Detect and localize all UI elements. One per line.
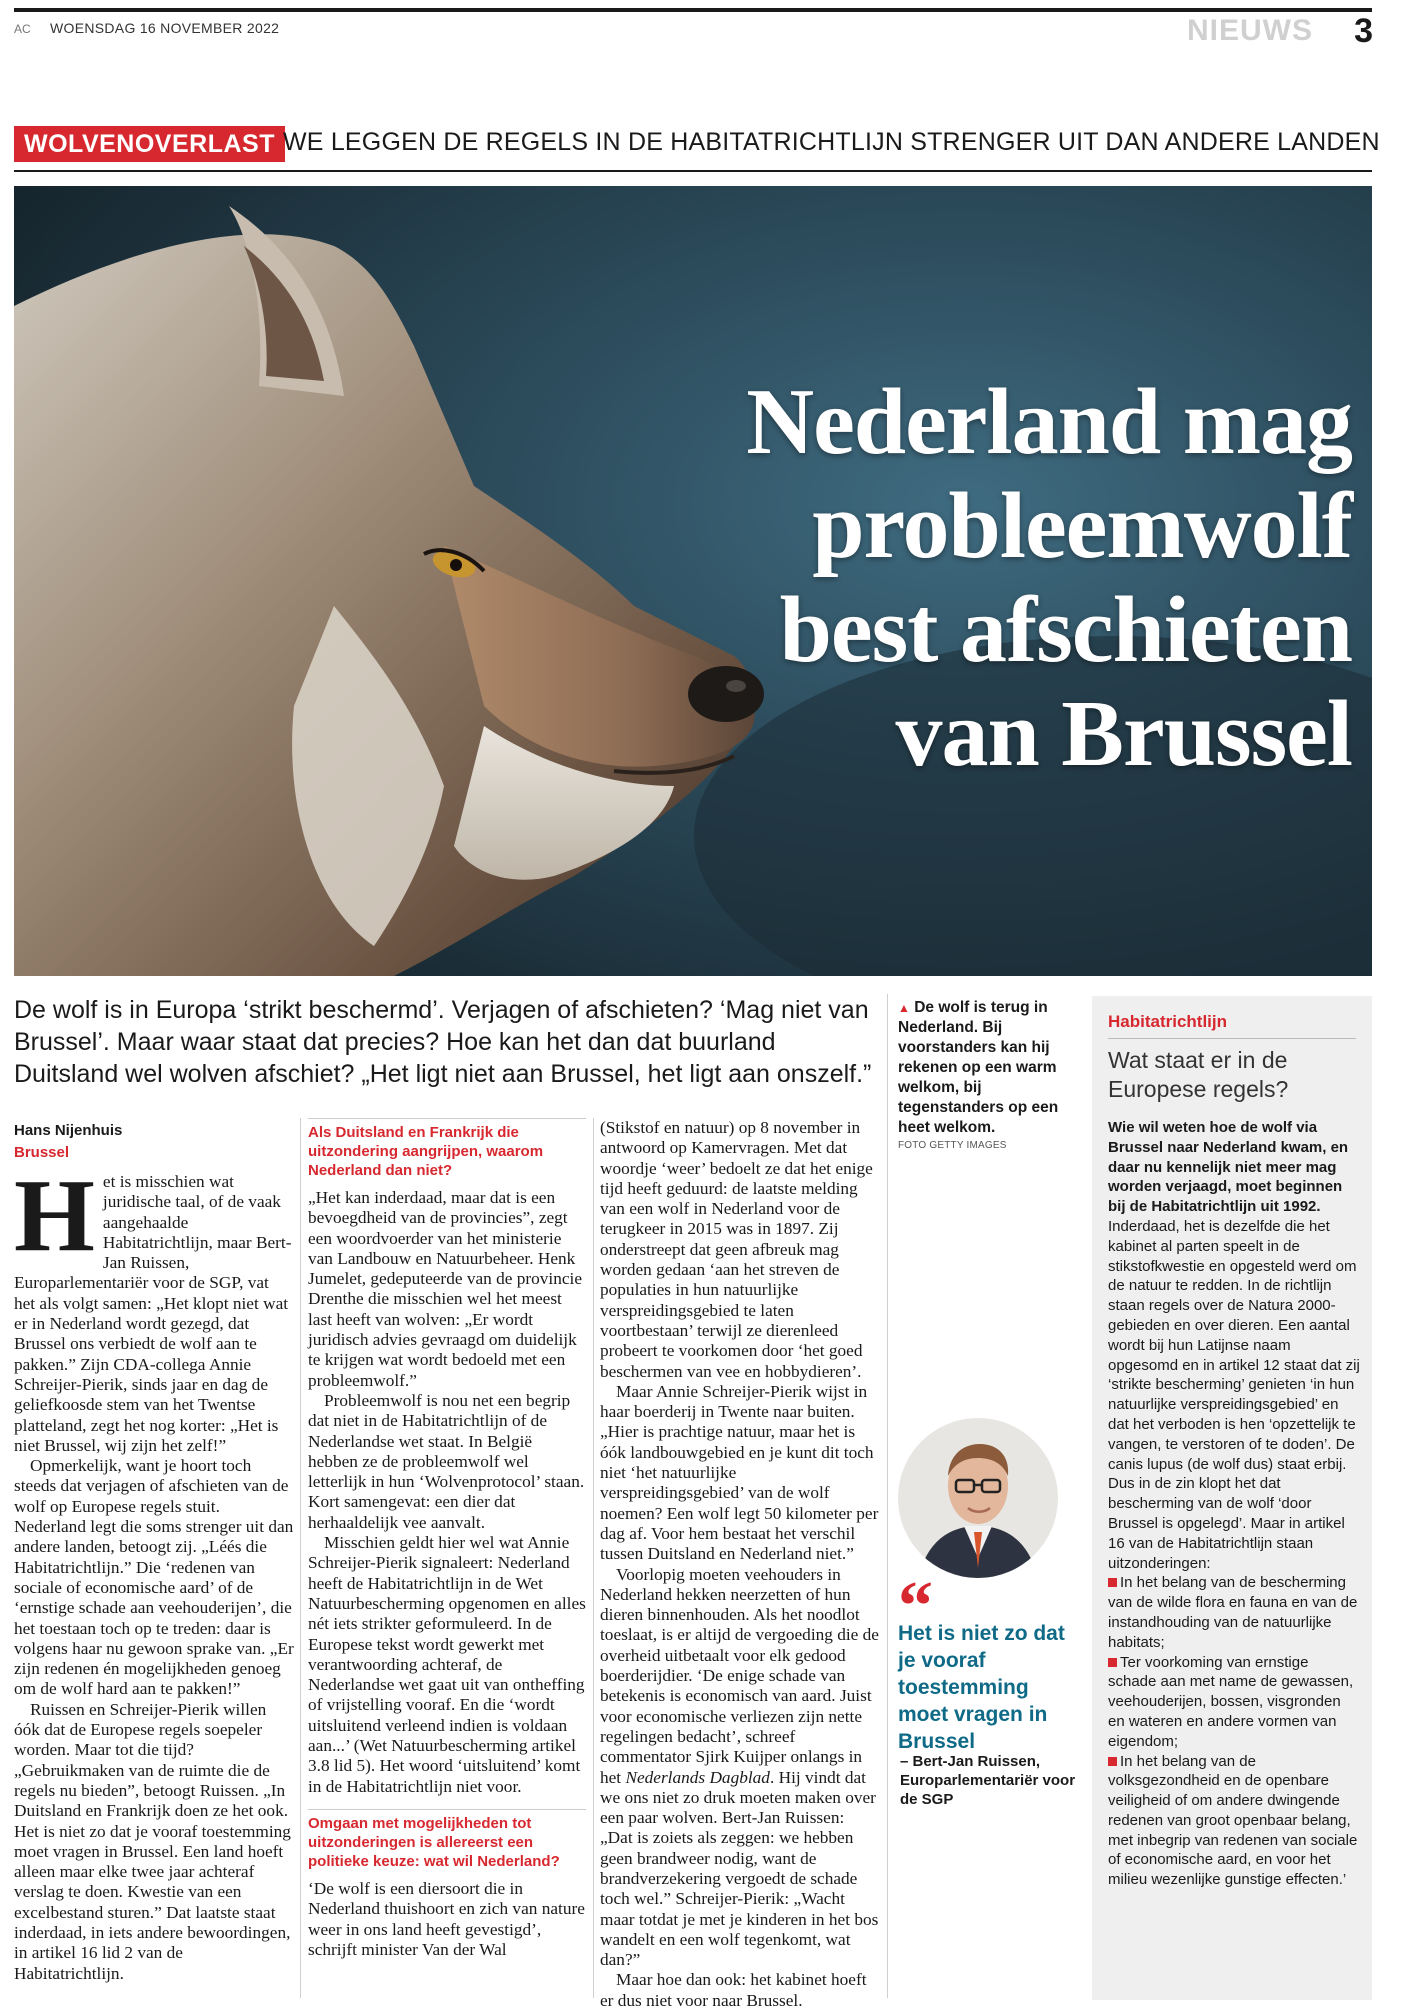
quote-attribution: – Bert-Jan Ruissen, Europarlementariër voor de SGP (900, 1753, 1076, 1808)
triangle-up-icon: ▲ (898, 1001, 910, 1015)
headline-line-3: best afschieten (779, 578, 1352, 682)
photo-caption (898, 998, 1078, 1138)
intro-paragraph: De wolf is in Europa ‘strikt beschermd’. Verjagen of afschieten? ‘Mag niet van Brussel’. Maar waar staat dat precies? Hoe kan het dan dat buurland Duitsland wel wolven afschiet? „Het ligt niet aan Brussel, het ligt aan onszelf.” (14, 996, 872, 1088)
body-paragraph (600, 1565, 880, 1971)
bullet-square-icon (1108, 1757, 1117, 1766)
sidebar-rule (1108, 1038, 1356, 1039)
top-rule (14, 8, 1372, 12)
column-rule (887, 994, 888, 1998)
body-text: Voorlopig moeten veehouders in Nederland hekken neerzetten of hun dieren binnenhouden. Als het noodlot toeslaat, is er altijd de vergoeding die de overheid uitbetaalt voor elk gedood boerderijdier. ‘De enige schade van betekenis is economisch van aard. Juist voor economische verliezen zijn nette regelingen bedacht’, schreef commentator Sjirk Kuijper onlangs in het (600, 1564, 879, 1787)
sidebar-bullet (1108, 1573, 1360, 1652)
body-paragraph: (Stikstof en natuur) op 8 november in antwoord op Kamervragen. Met dat woordje ‘weer’ bedoelt ze dat het enige tijd heeft geduurd: de laatste melding van een wolf in Nederland voor de terugkeer in 2015 was in 1897. Zij onderstreept dat geen afbreuk mag worden gedaan ‘aan het streven de populaties in hun natuurlijke verspreidingsgebied te laten voortbestaan’ terwijl ze dierenleed probeert te voorkomen door ‘het goed beschermen van vee en hobbydieren’. (600, 1118, 873, 1381)
article-column-1 (14, 1158, 294, 1984)
page-number: 3 (1354, 12, 1373, 50)
bullet-text: Ter voorkoming van ernstige schade aan met name de gewassen, veehouderijen, bossen, visgronden en wateren en andere vormen van eigendom; (1108, 1653, 1354, 1750)
sidebar-lead: Wie wil weten hoe de wolf via Brussel naar Nederland kwam, en daar nu kennelijk niet meer mag worden verjaagd, moet beginnen bij de Habitatrichtlijn uit 1992. (1108, 1119, 1349, 1216)
subheading: Als Duitsland en Frankrijk die uitzondering aangrijpen, waarom Nederland dan niet? (308, 1118, 586, 1180)
bullet-text: In het belang van de volksgezondheid en de openbare veiligheid of om andere dwingende redenen van groot openbaar belang, met inbegrip van redenen van sociale of economische aard, en voor het milieu wezenlijke gunstige effecten.’ (1108, 1752, 1358, 1889)
publication-name: Nederlands Dagblad (625, 1767, 770, 1787)
pull-quote: Het is niet zo dat je vooraf toestemming moet vragen in Brussel (898, 1622, 1065, 1753)
body-paragraph: „Het kan inderdaad, maar dat is een bevoegdheid van de provincies”, zegt een woordvoerder van het ministerie van Landbouw en Natuurbeheer. Henk Jumelet, gedeputeerde van de provincie Drenthe die misschien wel het meest last heeft van wolven: „Er wordt juridisch advies gevraagd om duidelijk te krijgen wat wordt bedoeld met een probleemwolf.” (308, 1188, 582, 1390)
kicker-tag: WOLVENOVERLAST (14, 126, 285, 162)
column-rule (593, 1118, 594, 1998)
bullet-square-icon (1108, 1658, 1117, 1667)
dateline: Brussel (14, 1144, 70, 1161)
sidebar-text: Inderdaad, het is dezelfde die het kabinet al parten speelt in de stikstofkwestie en opgesteld werd om de natuur te redden. In de richtlijn staan regels over de Natura 2000-gebieden en over dieren. Een aantal wordt bij hun Latijnse naam opgesomd en in artikel 12 staat dat zij ‘strikte bescherming’ genieten ‘in hun natuurlijke verspreidingsgebied’ en dat het verboden is hen ‘opzettelijk te vangen, te verstoren of te doden’. De canis lupus (de wolf dus) staat erbij. Dus in de zin klopt het dat bescherming van de wolf ‘door Brussel is opgelegd’. Maar in artikel 16 van de Habitatrichtlijn staan uitzonderingen: (1108, 1217, 1360, 1572)
drop-cap: H (14, 1158, 95, 1273)
headline-line-1: Nederland mag (746, 370, 1352, 474)
quote-mark-icon: “ (898, 1568, 933, 1645)
portrait-photo (898, 1418, 1058, 1578)
body-paragraph: et is misschien wat juridische taal, of de vaak aangehaalde Habitatrichtlijn, maar Bert-Jan Ruissen, Europarlementariër voor de SGP, vat het als volgt samen: „Het klopt niet wat er in Nederland wordt gezegd, dat Brussel ons verbiedt de wolf aan te pakken.” Zijn CDA-collega Annie Schreijer-Pierik, sinds jaar en dag de geliefkoosde stem van het Twentse platteland, zegt het nog korter: „Het is niet Brussel, wij zijn het zelf!” (14, 1172, 292, 1455)
photo-credit: FOTO GETTY IMAGES (898, 1140, 1007, 1151)
body-paragraph: Ruissen en Schreijer-Pierik willen óók dat de Europese regels soepeler worden. Maar tot die tijd? „Gebruikmaken van de ruimte die de regels nu bieden”, betoogt Ruissen. „In Duitsland en Frankrijk doen ze het ook. Het is niet zo dat je vooraf toestemming moet vragen in Brussel. Een land hoeft alleen maar elke twee jaar achteraf verslag te doen. Kwestie van een excelbestand sturen.” Dat laatste staat inderdaad, in iets andere bewoordingen, in artikel 16 lid 2 van de Habitatrichtlijn. (14, 1699, 291, 1983)
byline-author: Hans Nijenhuis (14, 1122, 123, 1139)
article-column-3 (600, 1118, 880, 2011)
headline-line-2: probleemwolf (812, 474, 1352, 578)
column-rule (300, 1118, 301, 1998)
body-paragraph: Probleemwolf is nou net een begrip dat niet in de Habitatrichtlijn of de Nederlandse wet staat. In België hebben ze de probleemwolf wel letterlijk in hun ‘Wolvenprotocol’ staan. Kort samengevat: een dier dat herhaaldelijk vee aanvalt. (308, 1390, 585, 1532)
body-paragraph: ‘De wolf is een diersoort die in Nederland thuishoort en zich van nature weer in ons land heeft gevestigd’, schrijft minister Van der Wal (308, 1878, 585, 1959)
article-column-2 (308, 1118, 586, 1960)
publication-date: WOENSDAG 16 NOVEMBER 2022 (50, 20, 280, 36)
body-paragraph: Maar Annie Schreijer-Pierik wijst in haar boerderij in Twente naar buiten. „Hier is prachtige natuur, maar het is óók landbouwgebied en je kunt dit toch niet ‘het natuurlijke verspreidingsgebied’ van de wolf noemen? Een wolf legt 50 kilometer per dag af. Voor hem bestaat het verschil tussen Duitsland en Nederland niet.” (600, 1381, 879, 1564)
publication-code: AC (14, 22, 31, 36)
bullet-text: In het belang van de bescherming van de wilde flora en fauna en van de instandhouding van de natuurlijke habitats; (1108, 1574, 1358, 1651)
kicker-text: WE LEGGEN DE REGELS IN DE HABITATRICHTLIJN STRENGER UIT DAN ANDERE LANDEN (283, 128, 1380, 156)
body-paragraph: Misschien geldt hier wel wat Annie Schreijer-Pierik signaleert: Nederland heeft de Habitatrichtlijn in de Wet Natuurbescherming opgenomen en alles nét iets strikter geformuleerd. In de Europese tekst wordt gewerkt met verantwoording achteraf, de Nederlandse wet gaat uit van ontheffing of vrijstelling vooraf. En die ‘wordt uitsluitend verleend indien is voldaan aan...’ (Wet Natuurbescherming artikel 3.8 lid 5). Het woord ‘uitsluitend’ komt in de Habitatrichtlijn niet voor. (308, 1533, 586, 1796)
body-text: . Hij vindt dat we ons niet zo druk moeten maken over een paar wolven. Bert-Jan Ruissen: „Dat is zoiets als zeggen: we hebben geen brandweer nodig, want de brandverzekering vergoedt de schade toch wel.” Schreijer-Pierik: „Wacht maar totdat je met je kinderen in het bos wandelt en een wolf tegenkomt, wat dan?” (600, 1767, 879, 1970)
subheading: Omgaan met mogelijkheden tot uitzonderingen is allereerst een politieke keuze: wat wil Nederland? (308, 1809, 586, 1871)
headline-line-4: van Brussel (895, 682, 1352, 786)
sidebar-bullet (1108, 1653, 1360, 1752)
headline (700, 370, 1352, 786)
sidebar-title: Habitatrichtlijn (1108, 1012, 1228, 1031)
kicker-rule (14, 170, 1372, 172)
section-name: NIEUWS (1187, 14, 1313, 47)
sidebar-paragraph (1108, 1118, 1360, 1573)
body-paragraph: Opmerkelijk, want je hoort toch steeds dat verjagen of afschieten van de wolf op Europese regels stuit. Nederland legt die soms strenger uit dan andere landen, betoogt zij. „Léés die Habitatrichtlijn.” Die ‘redenen van sociale of economische aard’ of de ‘ernstige schade aan veehouderijen’, die het toestaan toch op te treden: daar is volgens haar nu gewoon sprake van. „Er zijn redenen én mogelijkheden genoeg om de wolf hard aan te pakken!” (14, 1456, 294, 1699)
sidebar-question: Wat staat er in de Europese regels? (1108, 1047, 1289, 1102)
caption-text: De wolf is terug in Nederland. Bij voorstanders kan hij rekenen op een warm welkom, bij tegenstanders op een heet welkom. (898, 999, 1059, 1136)
sidebar-body (1108, 1118, 1360, 1890)
body-paragraph: Maar hoe dan ook: het kabinet hoeft er dus niet voor naar Brussel. (600, 1970, 867, 2010)
bullet-square-icon (1108, 1578, 1117, 1587)
sidebar-bullet (1108, 1752, 1360, 1891)
